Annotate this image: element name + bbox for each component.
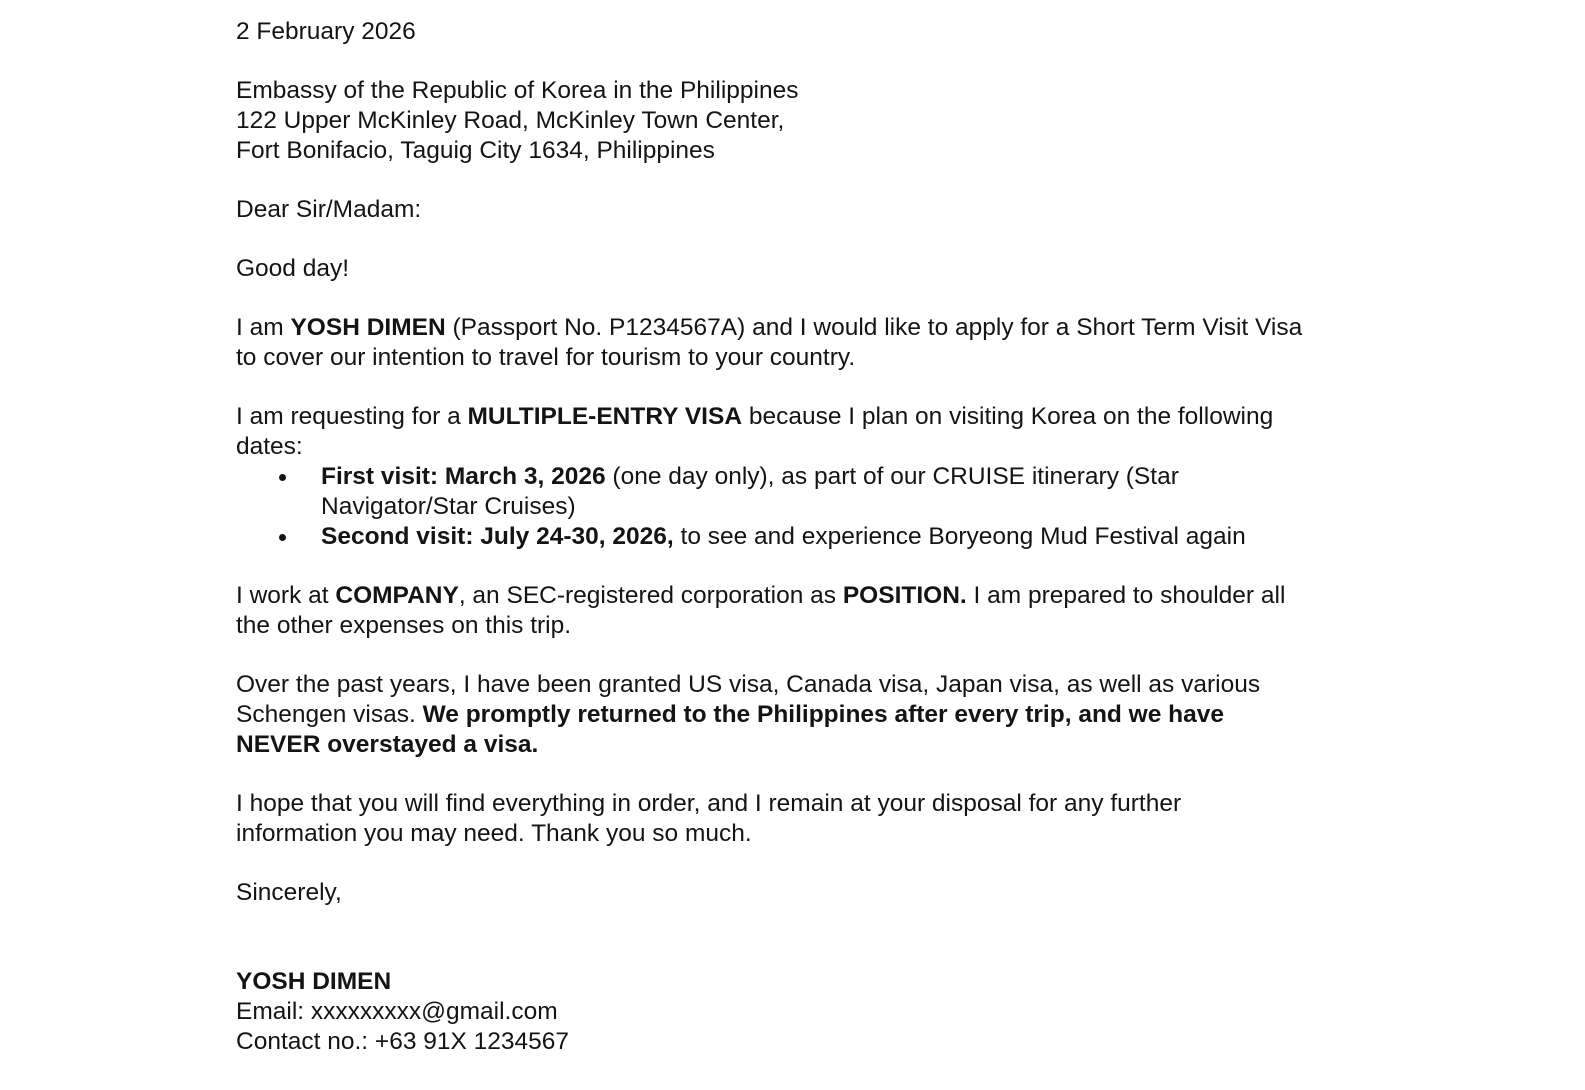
spacer <box>236 849 1396 878</box>
closing-line-2: information you may need. Thank you so much. <box>236 820 752 847</box>
intro-rest: (Passport No. P1234567A) and I would like to apply for a Short Term Visit Visa <box>445 314 1303 341</box>
visit-item-first <box>236 462 1396 522</box>
company-name: COMPANY <box>335 582 459 609</box>
bullet-icon <box>279 474 286 481</box>
introduction-line-1 <box>236 313 1396 343</box>
salutation: Dear Sir/Madam: <box>236 196 422 223</box>
visit-first-rest: (one day only), as part of our CRUISE itinerary (Star <box>605 463 1179 490</box>
signature-name <box>236 967 1396 997</box>
applicant-name: YOSH DIMEN <box>290 314 446 341</box>
spacer <box>236 166 1396 195</box>
bullet-icon <box>279 534 286 541</box>
spacer <box>236 552 1396 581</box>
recipient-address <box>236 76 1396 166</box>
employment-line-1 <box>236 581 1396 611</box>
employment-middle: , an SEC-registered corporation as <box>458 582 843 609</box>
recipient-line-1: Embassy of the Republic of Korea in the Philippines <box>236 77 799 104</box>
visit-item-second <box>236 522 1396 552</box>
visit-list <box>236 462 1396 552</box>
visa-type: MULTIPLE-ENTRY VISA <box>467 403 743 430</box>
signature-block <box>236 967 1396 1057</box>
travel-history-line-2 <box>236 700 1396 730</box>
letter-body <box>236 17 1396 1057</box>
letter-date: 2 February 2026 <box>236 18 416 45</box>
visit-first-line-2: Navigator/Star Cruises) <box>321 493 576 520</box>
travel-history-paragraph <box>236 670 1396 760</box>
visa-request-line-2: dates: <box>236 433 303 460</box>
visit-second-label: Second visit: July 24-30, 2026, <box>321 523 674 550</box>
visa-request-line-1 <box>236 402 1396 432</box>
visit-first-label: First visit: March 3, 2026 <box>321 463 606 490</box>
signer-name: YOSH DIMEN <box>236 968 392 995</box>
spacer <box>236 225 1396 254</box>
travel-history-prefix: Schengen visas. <box>236 701 423 728</box>
employment-line-2: the other expenses on this trip. <box>236 612 572 639</box>
request-rest: because I plan on visiting Korea on the following <box>742 403 1274 430</box>
introduction-line-2: to cover our intention to travel for tourism to your country. <box>236 344 856 371</box>
spacer <box>236 284 1396 313</box>
signature-spacer <box>236 908 1396 967</box>
complimentary-close: Sincerely, <box>236 879 342 906</box>
intro-prefix: I am <box>236 314 291 341</box>
travel-history-emphasis: We promptly returned to the Philippines after every trip, and we have <box>422 701 1225 728</box>
visa-request-paragraph <box>236 402 1396 462</box>
spacer <box>236 760 1396 789</box>
job-position: POSITION. <box>842 582 967 609</box>
spacer <box>236 373 1396 402</box>
visit-second-rest: to see and experience Boryeong Mud Festival again <box>673 523 1246 550</box>
recipient-line-2: 122 Upper McKinley Road, McKinley Town Center, <box>236 107 785 134</box>
spacer <box>236 47 1396 76</box>
visit-first-line-1 <box>321 462 1396 492</box>
greeting: Good day! <box>236 255 350 282</box>
spacer <box>236 641 1396 670</box>
signature-contact: Contact no.: +63 91X 1234567 <box>236 1028 570 1055</box>
travel-history-emphasis-end: NEVER overstayed a visa. <box>236 731 539 758</box>
employment-rest: I am prepared to shoulder all <box>966 582 1286 609</box>
introduction-paragraph <box>236 313 1396 373</box>
recipient-line-3: Fort Bonifacio, Taguig City 1634, Philippines <box>236 137 715 164</box>
closing-line-1: I hope that you will find everything in order, and I remain at your disposal for any further <box>236 790 1182 817</box>
request-prefix: I am requesting for a <box>236 403 468 430</box>
closing-paragraph <box>236 789 1396 849</box>
travel-history-line-1: Over the past years, I have been granted US visa, Canada visa, Japan visa, as well as various <box>236 671 1261 698</box>
travel-history-line-3 <box>236 730 1396 760</box>
visit-second-line-1 <box>321 522 1396 552</box>
signature-email: Email: xxxxxxxxx@gmail.com <box>236 998 558 1025</box>
employment-prefix: I work at <box>236 582 336 609</box>
employment-paragraph <box>236 581 1396 641</box>
